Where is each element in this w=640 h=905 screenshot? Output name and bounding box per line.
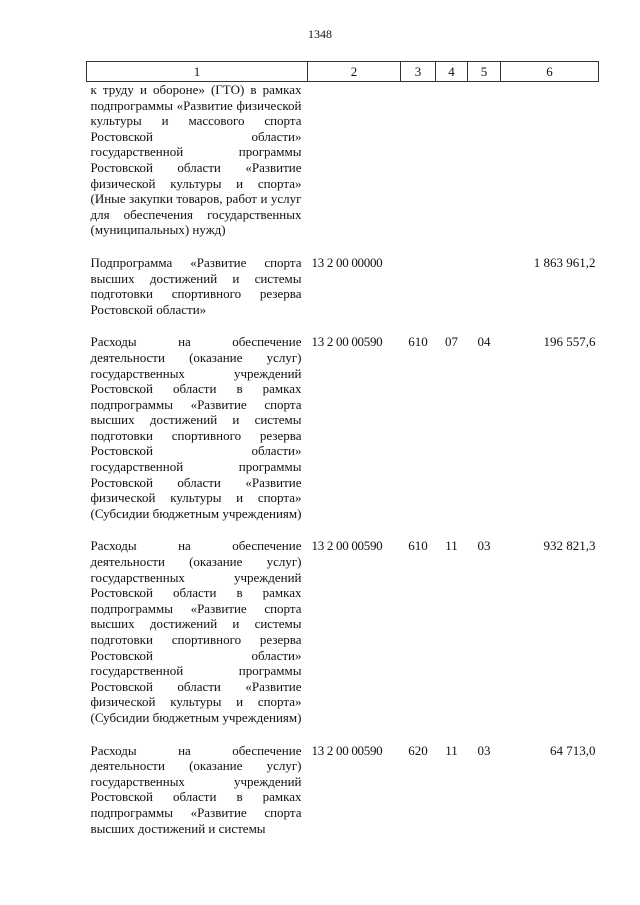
row-amount: 1 863 961,2 <box>533 254 596 270</box>
row-vr <box>401 238 436 317</box>
column-header: 1 <box>87 62 308 82</box>
row-name: Расходы на обеспечение деятельности (оказание услуг) государственных учреждений Ростовской области в рамках подпрограммы «Развитие спорта высших достижений и системы подготовки спортивного резерва Ростовской области» государственной программы Ростовской области «Развитие физической культуры и спорта» (Субсидии бюджетным учреждениям) <box>90 334 302 521</box>
row-rz: 11 <box>445 742 458 758</box>
row-pr: 03 <box>477 538 491 554</box>
row-name: Расходы на обеспечение деятельности (оказание услуг) государственных учреждений Ростовской области в рамках подпрограммы «Развитие спорта высших достижений и системы подготовки спортивного резерва Ростовской области» государственной программы Ростовской области «Развитие физической культуры и спорта» (Субсидии бюджетным учреждениям) <box>90 538 302 725</box>
row-vr: 610 <box>408 538 428 554</box>
row-name: Подпрограмма «Развитие спорта высших достижений и системы подготовки спортивного резерва Ростовской области» <box>90 254 302 317</box>
row-pr <box>468 238 501 317</box>
row-pr: 04 <box>477 334 491 350</box>
row-code: 13 2 00 00590 <box>311 334 383 350</box>
column-header: 2 <box>308 62 401 82</box>
row-vr <box>401 82 436 238</box>
row-amount: 196 557,6 <box>543 334 596 350</box>
row-vr: 620 <box>408 742 428 758</box>
row-rz <box>436 82 468 238</box>
row-amount: 932 821,3 <box>543 538 596 554</box>
table-row <box>87 317 599 521</box>
row-name: Расходы на обеспечение деятельности (оказание услуг) государственных учреждений Ростовской области в рамках подпрограммы «Развитие спорта высших достижений и системы <box>90 742 302 836</box>
row-code: 13 2 00 00590 <box>311 538 383 554</box>
table-row <box>87 82 599 238</box>
budget-table <box>86 61 599 836</box>
row-code: 13 2 00 00000 <box>311 254 383 270</box>
table-row <box>87 726 599 837</box>
row-rz: 11 <box>445 538 458 554</box>
column-header: 6 <box>501 62 599 82</box>
row-code: 13 2 00 00590 <box>311 742 383 758</box>
column-header: 5 <box>468 62 501 82</box>
row-rz <box>436 238 468 317</box>
column-header: 4 <box>436 62 468 82</box>
row-pr: 03 <box>477 742 491 758</box>
table-row <box>87 238 599 317</box>
table-row <box>87 521 599 725</box>
column-header: 3 <box>401 62 436 82</box>
row-pr <box>468 82 501 238</box>
row-amount <box>501 82 599 238</box>
table-header-row <box>87 62 599 82</box>
row-name: к труду и обороне» (ГТО) в рамках подпрограммы «Развитие физической культуры и массового спорта Ростовской области» государственной программы Ростовской области «Развитие физической культуры и спорта» (Иные закупки товаров, работ и услуг для обеспечения государственных (муниципальных) нужд) <box>90 82 302 238</box>
row-rz: 07 <box>445 334 458 350</box>
page-number: 1348 <box>308 27 332 41</box>
row-code <box>308 82 401 238</box>
row-amount: 64 713,0 <box>550 742 596 758</box>
row-vr: 610 <box>408 334 428 350</box>
